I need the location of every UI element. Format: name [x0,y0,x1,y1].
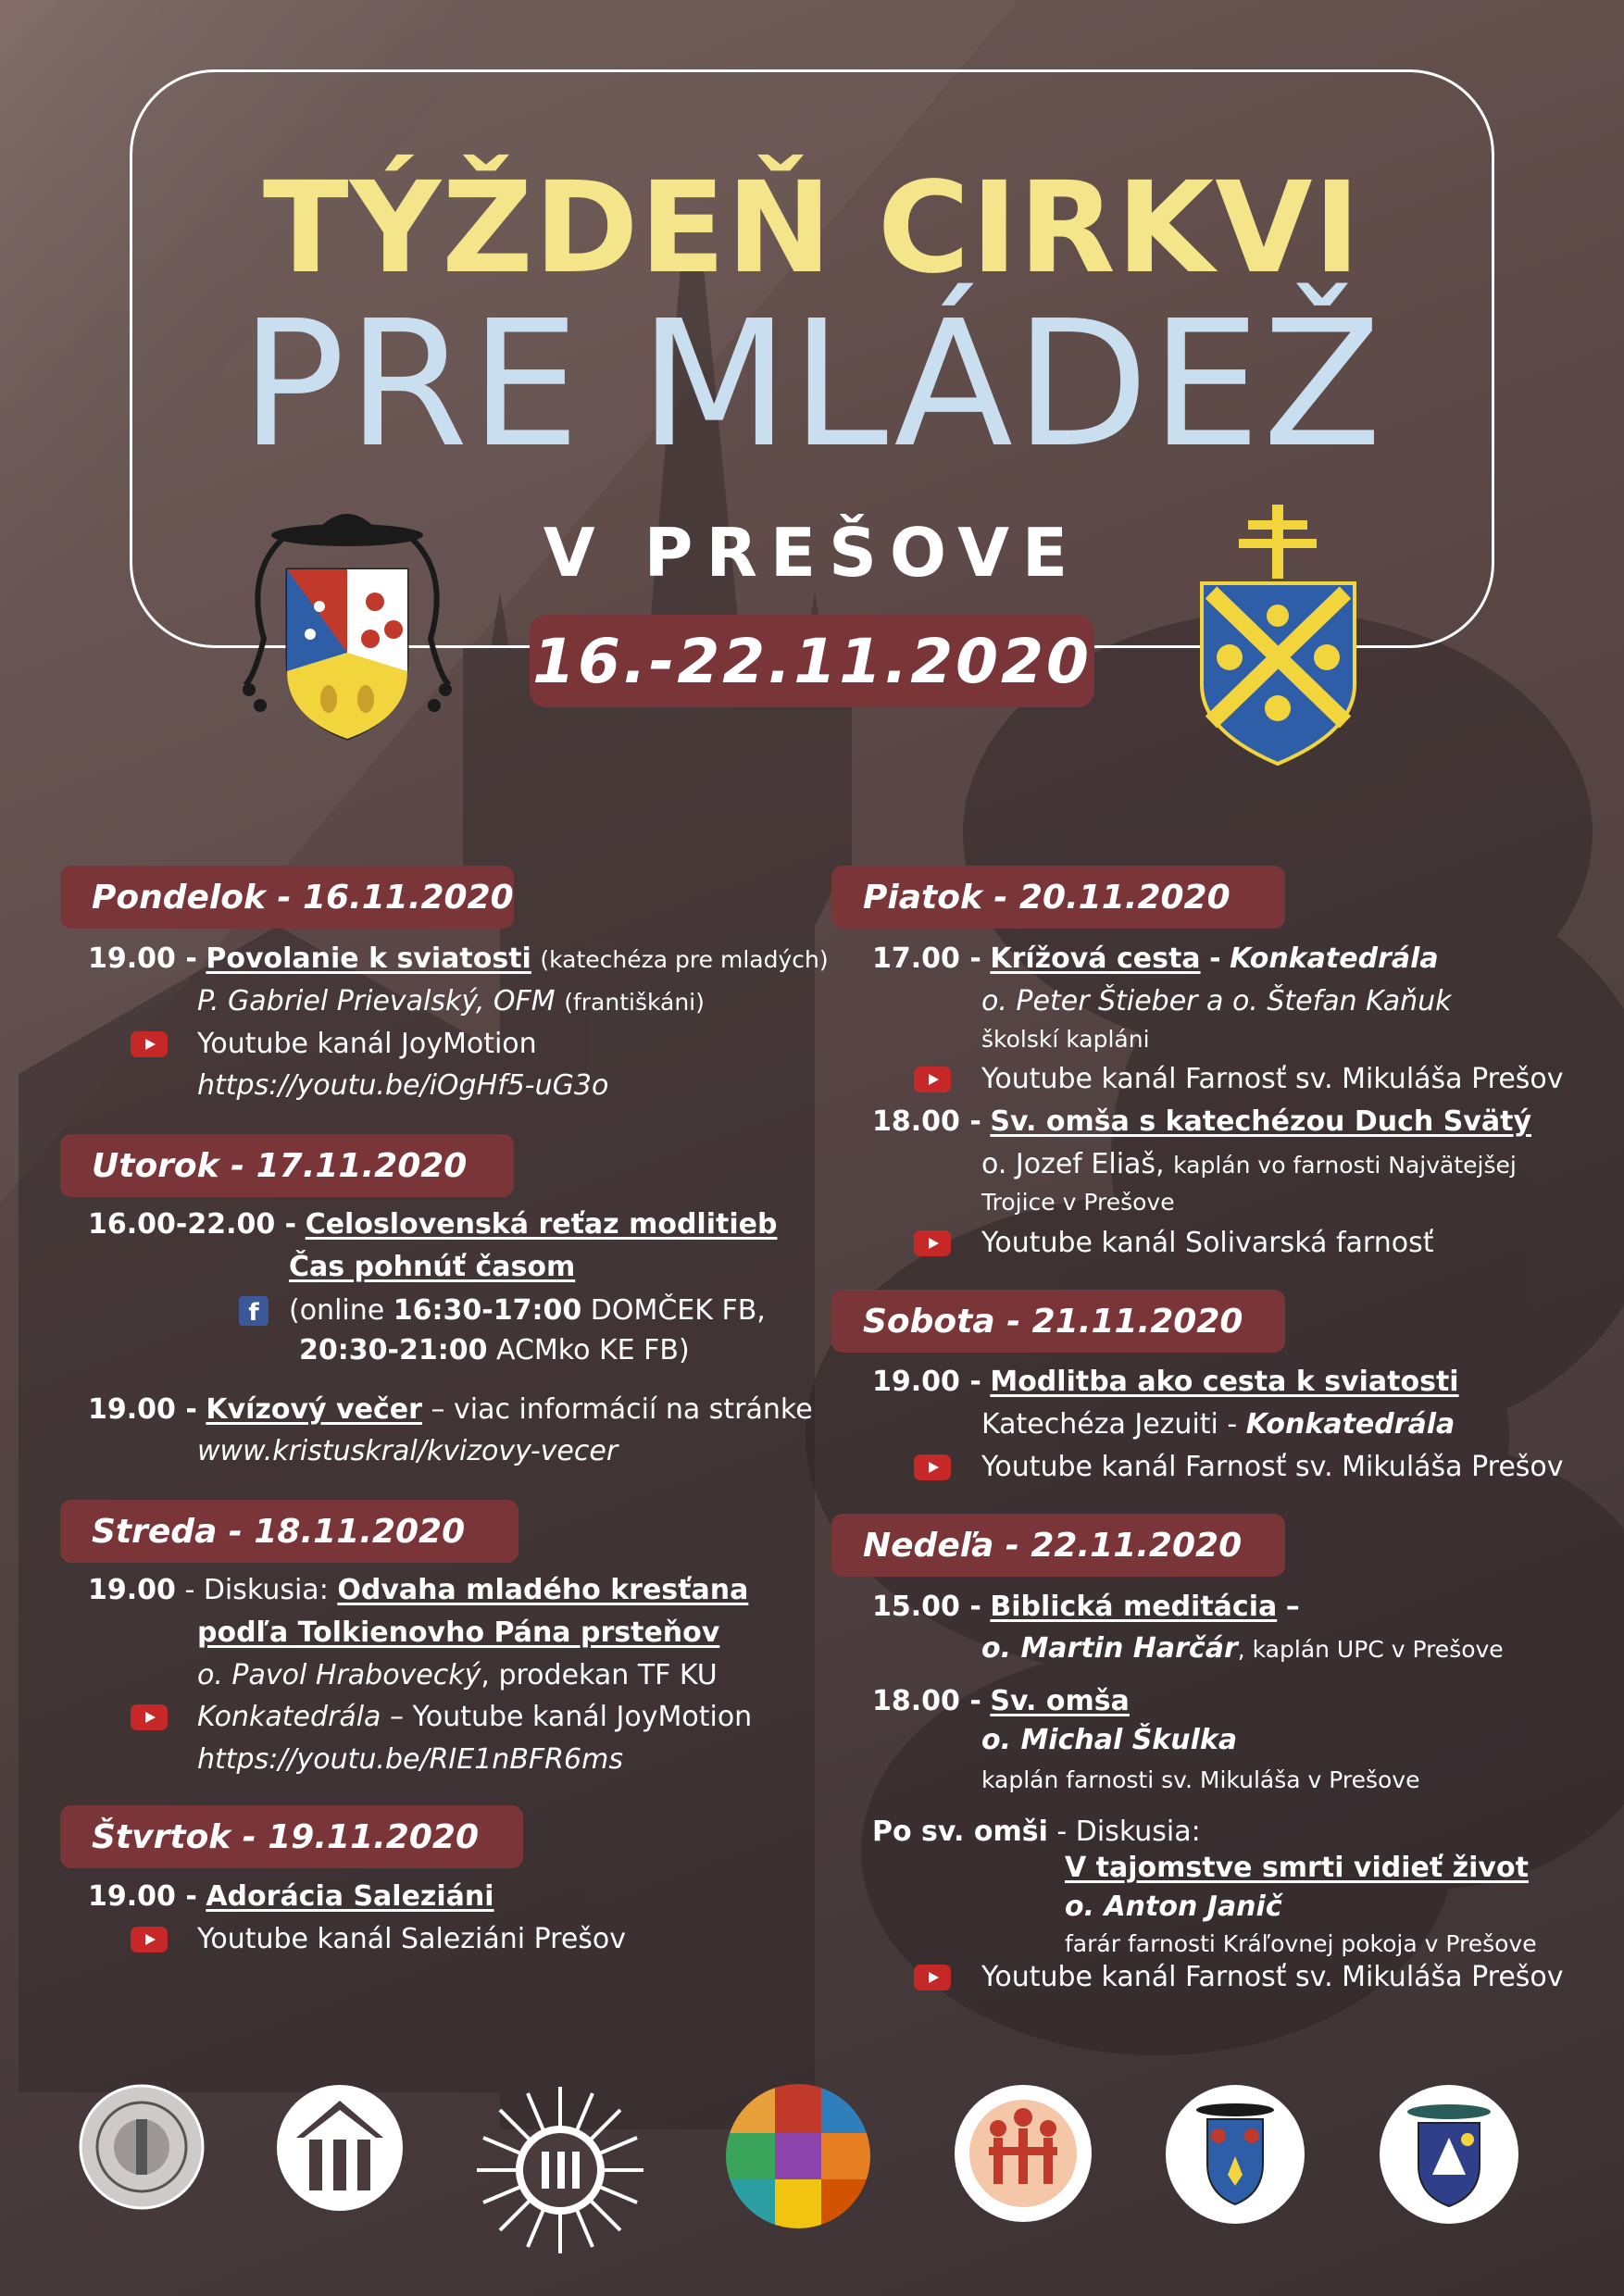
friday-event-2-line-2 [981,1148,1517,1180]
day-header-monday: Pondelok - 16.11.2020 [60,866,514,929]
event-title: Krížová cesta [990,942,1201,975]
sunday-event-2-person: o. Michal Škulka [981,1724,1238,1756]
event-title: Celoslovenská reťaz modlitieb [305,1208,778,1241]
salesian-logo-icon [952,2082,1094,2225]
wednesday-event-1-line-1 [88,1574,749,1606]
saturday-event-1-line-2 [981,1408,1455,1441]
tuesday-event-2-link[interactable]: www.kristuskral/kvizovy-vecer [197,1435,618,1467]
archdiocese-coat-of-arms-icon [1193,500,1364,768]
monday-event-1-link[interactable]: https://youtu.be/iOgHf5-uG3o [197,1069,609,1102]
event-time: 19.00 - [88,1880,197,1913]
sunday-event-2-role: kaplán farnosti sv. Mikuláša v Prešove [981,1766,1420,1793]
church-logo-icon [274,2082,406,2214]
title-line-3: V PREŠOVE [543,514,1081,592]
youtube-icon [131,1031,168,1057]
youtube-icon [131,1704,168,1730]
saturday-event-1-channel: Youtube kanál Farnosť sv. Mikuláša Prešov [981,1451,1564,1483]
date-badge: 16.-22.11.2020 [530,615,1094,707]
youtube-icon [914,1454,951,1480]
event-title: Povolanie k sviatosti [206,942,531,975]
monday-event-1-channel: Youtube kanál JoyMotion [197,1028,537,1060]
youtube-icon [914,1965,951,1990]
event-time: 19.00 - [872,1366,981,1398]
online-prefix: (online [289,1294,385,1327]
event-person: o. Pavol Hrabovecký [197,1659,481,1691]
event-channel: – Youtube kanál JoyMotion [389,1701,753,1733]
event-time: 19.00 - [88,1393,197,1426]
event-time: 16.00-22.00 - [88,1208,297,1241]
sunday-event-2-line-1 [872,1685,1130,1717]
event-person: P. Gabriel Prievalský, OFM [197,985,556,1017]
event-description: Katechéza Jezuiti - [981,1408,1238,1441]
thursday-event-1-channel: Youtube kanál Saleziáni Prešov [197,1923,627,1955]
event-time: 19.00 [88,1574,176,1606]
friday-event-1-role: školskí kapláni [981,1026,1150,1053]
online-place-a: DOMČEK FB, [590,1294,766,1327]
event-place: Konkatedrála [1245,1408,1455,1441]
event-note: (katechéza pre mladých) [540,946,829,973]
day-header-saturday: Sobota - 21.11.2020 [831,1290,1285,1353]
event-title: Sv. omša [990,1685,1130,1717]
parish-coat-of-arms-logo-icon [1377,2082,1521,2227]
event-time: 15.00 - [872,1591,981,1623]
event-title: Biblická meditácia [990,1591,1278,1623]
sunday-event-3-title: V tajomstve smrti vidieť život [1065,1852,1529,1884]
friday-event-2-line-1 [872,1105,1532,1138]
wednesday-event-1-line-3 [197,1659,718,1691]
event-role: kaplán vo farnosti Najvätejšej [1173,1152,1517,1179]
event-time: 17.00 - [872,942,981,975]
event-order: (františkáni) [564,989,705,1016]
youtube-icon [914,1067,951,1092]
event-title: Modlitba ako cesta k sviatosti [990,1366,1459,1398]
friday-event-1-person: o. Peter Štieber a o. Štefan Kaňuk [981,985,1452,1017]
bishop-coat-of-arms-icon [236,500,458,745]
sunday-event-3-line-1 [872,1818,1201,1846]
event-place: Konkatedrála [197,1701,381,1733]
wednesday-event-1-link[interactable]: https://youtu.be/RIE1nBFR6ms [197,1743,623,1776]
event-dash: - [1209,942,1221,975]
sunday-event-1-line-1 [872,1593,1300,1621]
tuesday-event-1-line-2: Čas pohnúť časom [289,1251,576,1283]
day-header-tuesday: Utorok - 17.11.2020 [60,1134,514,1197]
online-place-b: ACMko KE FB) [495,1334,690,1366]
tuesday-event-1-online-line-2 [299,1334,690,1366]
friday-event-2-channel: Youtube kanál Solivarská farnosť [981,1227,1434,1259]
event-time: Po sv. omši [872,1816,1048,1848]
event-prefix: - Diskusia: [1056,1816,1201,1848]
day-header-thursday: Štvrtok - 19.11.2020 [60,1805,523,1868]
event-title: Kvízový večer [206,1393,422,1426]
franciscan-seal-logo-icon [77,2082,206,2212]
event-title: Sv. omša s katechézou Duch Svätý [990,1105,1532,1138]
monday-event-1-line-1 [88,942,829,975]
day-header-wednesday: Streda - 18.11.2020 [60,1500,518,1563]
tuesday-event-1-line-1 [88,1208,778,1241]
jesuit-ihs-logo-icon [472,2082,648,2258]
friday-event-1-channel: Youtube kanál Farnosť sv. Mikuláša Prešov [981,1063,1564,1095]
youtube-icon [131,1927,168,1953]
thursday-event-1-line-1 [88,1880,494,1913]
monday-event-1-line-2 [197,985,705,1017]
online-time-b: 20:30-21:00 [299,1334,488,1366]
title-line-1: TÝŽDEŇ CIRKVI [262,156,1362,302]
bishop-coat-of-arms-logo-icon [1163,2082,1307,2227]
event-title: Odvaha mladého kresťana [337,1574,749,1606]
saturday-event-1-line-1 [872,1368,1459,1396]
friday-event-2-line-3: Trojice v Prešove [981,1189,1175,1216]
facebook-icon: f [239,1296,269,1326]
event-time: 18.00 - [872,1685,981,1717]
event-time: 18.00 - [872,1105,981,1138]
event-time: 19.00 - [88,942,197,975]
title-line-2: PRE MLÁDEŽ [240,283,1384,486]
sunday-event-1-line-2 [981,1632,1504,1665]
online-time-a: 16:30-17:00 [393,1294,582,1327]
sunday-event-3-person: o. Anton Janič [1065,1890,1282,1923]
event-description: – viac informácií na stránke [431,1393,813,1426]
event-role: , kaplán UPC v Prešove [1237,1636,1504,1663]
event-place: Konkatedrála [1230,942,1439,975]
friday-event-1-line-1 [872,942,1439,975]
youtube-icon [914,1230,951,1256]
day-header-friday: Piatok - 20.11.2020 [831,866,1285,929]
event-prefix: - Diskusia: [184,1574,329,1606]
wednesday-event-1-channel-line [197,1703,752,1731]
sunday-event-3-channel: Youtube kanál Farnosť sv. Mikuláša Prešov [981,1961,1564,1993]
event-title: Adorácia Saleziáni [206,1880,494,1913]
sunday-event-3-role: farár farnosti Kráľovnej pokoja v Prešove [1065,1930,1537,1957]
day-header-sunday: Nedeľa - 22.11.2020 [831,1514,1285,1577]
event-dash: – [1285,1591,1300,1623]
tuesday-event-1-online-line-1 [289,1294,766,1327]
wednesday-event-1-line-2: podľa Tolkienovho Pána prsteňov [197,1616,720,1649]
tuesday-event-2-line-1 [88,1393,813,1426]
mosaic-logo-icon [724,2082,872,2230]
event-person: o. Jozef Eliaš, [981,1148,1165,1180]
event-person: o. Martin Harčár [981,1632,1238,1665]
event-role: , prodekan TF KU [481,1659,718,1691]
